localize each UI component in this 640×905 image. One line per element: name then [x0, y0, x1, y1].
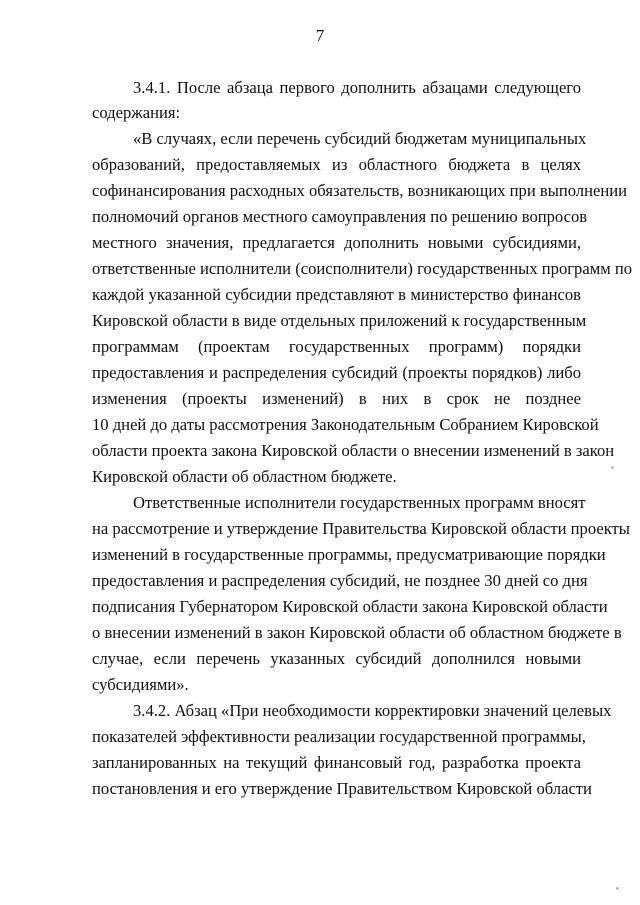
text-line: области проекта закона Кировской области о внесении изменений в закон	[92, 441, 615, 460]
scan-speck	[616, 887, 619, 890]
text-line: предоставления и распределения субсидий (проекты порядков) либо	[92, 363, 581, 382]
text-line: субсидиями».	[92, 675, 189, 694]
text-line: ответственные исполнители (соисполнители) государственных программ по	[92, 259, 633, 278]
text-line: каждой указанной субсидии представляют в министерство финансов	[92, 285, 581, 304]
text-line: Ответственные исполнители государственных программ вносят	[133, 493, 586, 512]
text-line: содержания:	[92, 103, 181, 122]
text-line: образований, предоставляемых из областного бюджета в целях	[92, 155, 581, 174]
text-line: местного значения, предлагается дополнить новыми субсидиями,	[92, 233, 581, 252]
text-line: 10 дней до даты рассмотрения Законодательным Собранием Кировской	[92, 415, 599, 434]
text-line: запланированных на текущий финансовый год, разработка проекта	[92, 753, 581, 772]
text-line: предоставления и распределения субсидий, не позднее 30 дней со дня	[92, 571, 588, 590]
text-line: изменения (проекты изменений) в них в срок не позднее	[92, 389, 581, 408]
scan-speck	[611, 466, 614, 469]
text-line: о внесении изменений в закон Кировской области об областном бюджете в	[92, 623, 622, 642]
text-line: на рассмотрение и утверждение Правительства Кировской области проекты	[92, 519, 630, 538]
text-line: 3.4.1. После абзаца первого дополнить абзацами следующего	[133, 78, 581, 97]
text-line: программам (проектам государственных программ) порядки	[92, 337, 581, 356]
text-line: софинансирования расходных обязательств, возникающих при выполнении	[92, 181, 627, 200]
page-number: 7	[315, 26, 325, 45]
text-line: случае, если перечень указанных субсидий дополнился новыми	[92, 649, 581, 668]
text-line: 3.4.2. Абзац «При необходимости корректировки значений целевых	[133, 701, 612, 720]
text-line: изменений в государственные программы, предусматривающие порядки	[92, 545, 606, 564]
text-line: Кировской области в виде отдельных приложений к государственным	[92, 311, 587, 330]
text-line: полномочий органов местного самоуправления по решению вопросов	[92, 207, 588, 226]
text-line: постановления и его утверждение Правительством Кировской области	[92, 779, 592, 798]
text-line: Кировской области об областном бюджете.	[92, 467, 397, 486]
text-line: «В случаях, если перечень субсидий бюджетам муниципальных	[133, 129, 587, 148]
text-line: подписания Губернатором Кировской области закона Кировской области	[92, 597, 608, 616]
text-line: показателей эффективности реализации государственной программы,	[92, 727, 586, 746]
